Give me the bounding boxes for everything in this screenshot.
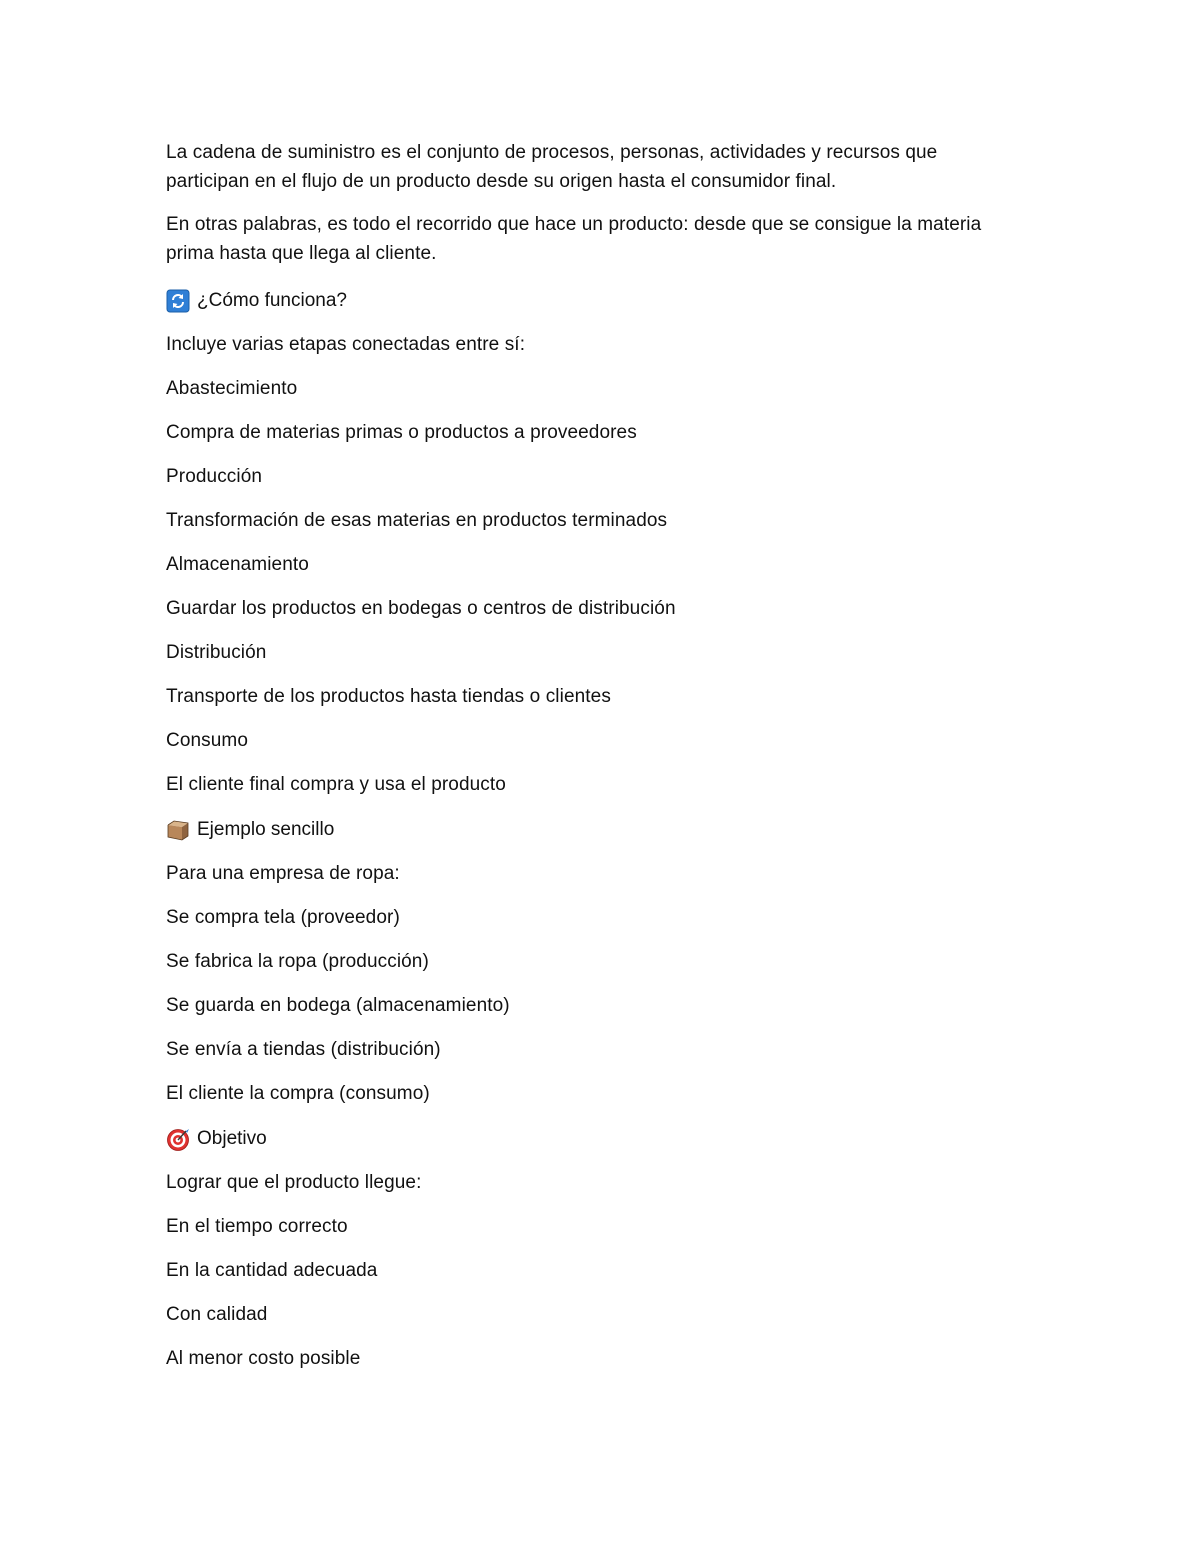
objetivo-item: Al menor costo posible [166,1348,361,1369]
stage-name: Distribución [166,642,267,663]
objetivo-item: Con calidad [166,1304,268,1325]
section-heading-ejemplo-text: Ejemplo sencillo [197,819,335,840]
package-box-icon [166,818,190,842]
ejemplo-intro: Para una empresa de ropa: [166,863,400,884]
section-heading-funciona-text: ¿Cómo funciona? [197,290,347,311]
stage-name: Almacenamiento [166,554,309,575]
section-heading-objetivo [166,1124,1026,1154]
section-heading-ejemplo [166,815,1026,845]
intro-paragraph-2: En otras palabras, es todo el recorrido que hace un producto: desde que se consigue la materia prima hasta que llega al cliente. [166,214,982,264]
stage-description: Guardar los productos en bodegas o centros de distribución [166,598,676,619]
stage-name: Consumo [166,730,249,751]
stage-description: Compra de materias primas o productos a proveedores [166,422,637,443]
ejemplo-step: Se envía a tiendas (distribución) [166,1039,441,1060]
stage-description: El cliente final compra y usa el producto [166,774,506,795]
section-heading-objetivo-text: Objetivo [197,1128,267,1149]
ejemplo-step: El cliente la compra (consumo) [166,1083,430,1104]
cycle-arrows-icon [166,289,190,313]
document-body [166,139,1026,1389]
stage-name: Abastecimiento [166,378,298,399]
section-heading-funciona [166,286,1026,316]
ejemplo-step: Se fabrica la ropa (producción) [166,951,429,972]
target-dart-icon [166,1127,190,1151]
funciona-intro: Incluye varias etapas conectadas entre sí: [166,334,526,355]
ejemplo-step: Se guarda en bodega (almacenamiento) [166,995,510,1016]
ejemplo-step: Se compra tela (proveedor) [166,907,400,928]
stage-description: Transformación de esas materias en productos terminados [166,510,668,531]
stage-name: Producción [166,466,263,487]
objetivo-item: En la cantidad adecuada [166,1260,378,1281]
intro-paragraph-1: La cadena de suministro es el conjunto de procesos, personas, actividades y recursos que participan en el flujo de un producto desde su origen hasta el consumidor final. [166,142,938,192]
stage-description: Transporte de los productos hasta tiendas o clientes [166,686,611,707]
objetivo-intro: Lograr que el producto llegue: [166,1172,422,1193]
objetivo-item: En el tiempo correcto [166,1216,348,1237]
